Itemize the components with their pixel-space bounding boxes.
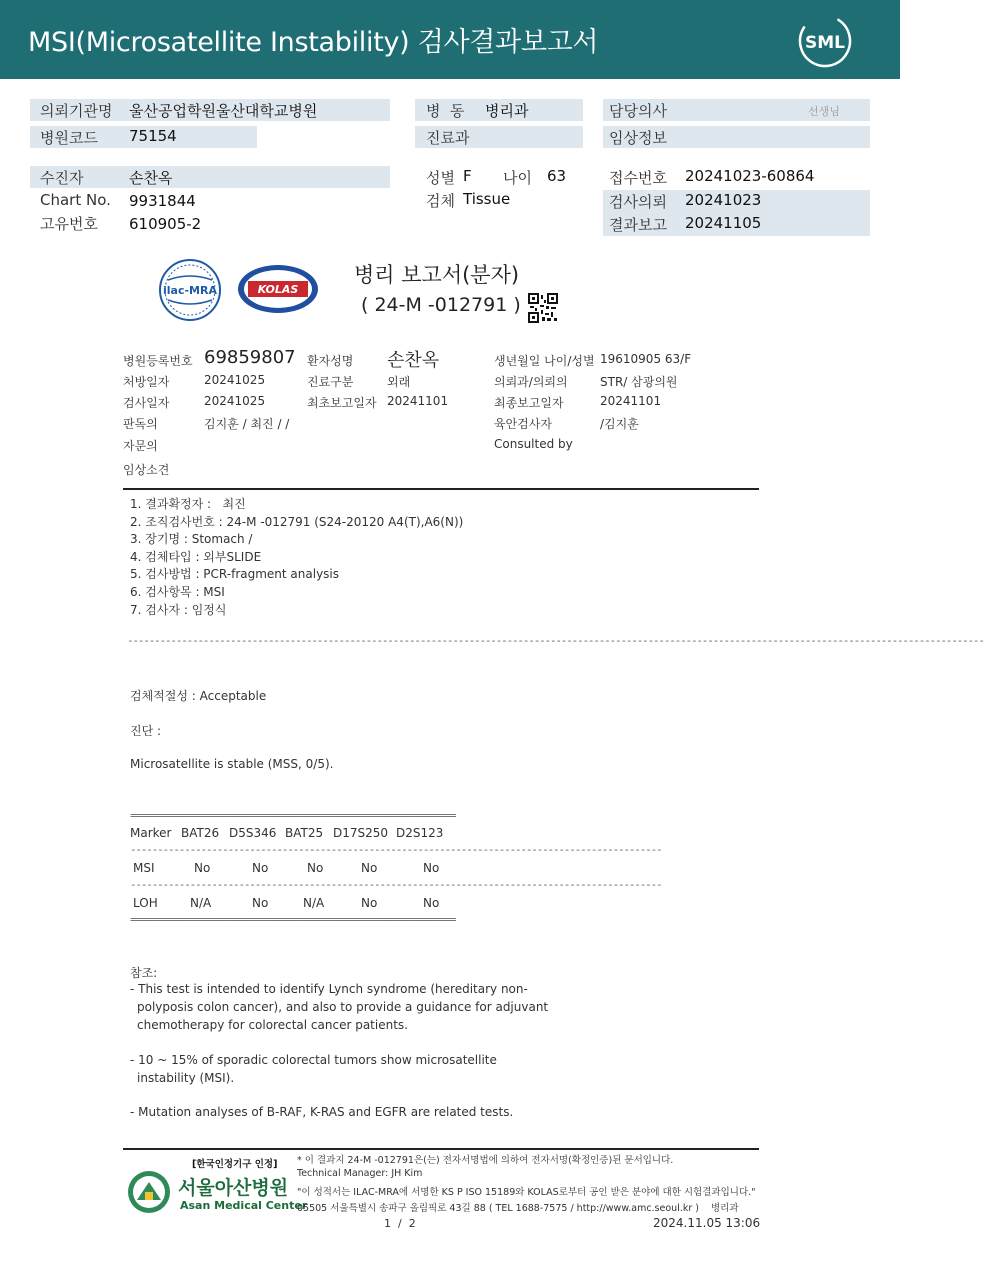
table-cell: No [423, 896, 440, 910]
receipt-value: 20241023-60864 [685, 167, 815, 185]
report-number: ( 24-M -012791 ) [361, 294, 521, 316]
note1-line1: - This test is intended to identify Lynch syndrome (hereditary non- [130, 982, 528, 996]
table-header-cell: D2S123 [396, 826, 444, 840]
table-cell: No [307, 861, 324, 875]
table-cell: N/A [303, 896, 325, 910]
age-value: 63 [547, 167, 567, 185]
receipt-label: 접수번호 [609, 169, 667, 187]
patient-label: 수진자 [40, 169, 84, 187]
note3: - Mutation analyses of B-RAF, K-RAS and EGFR are related tests. [130, 1105, 514, 1119]
detail-line: 7. 검사자 : 임정식 [130, 602, 227, 617]
ward-value: 병리과 [485, 102, 529, 120]
institution-label: 의뢰기관명 [40, 102, 113, 120]
notes-label: 참조: [130, 966, 158, 980]
table-cell: No [361, 861, 378, 875]
footer-line2: Technical Manager: JH Kim [297, 1168, 423, 1179]
hospital-code-value: 75154 [129, 127, 177, 145]
table-rule-bottom: ============================================================ [130, 913, 456, 926]
table-cell: No [423, 861, 440, 875]
divider-bottom [123, 1148, 759, 1150]
table-header-cell: Marker [130, 826, 172, 840]
table-cell: No [194, 861, 211, 875]
specimen-label: 검체 [426, 192, 455, 210]
detail-line: 4. 검체타입 : 외부SLIDE [130, 549, 262, 564]
request-value: 20241023 [685, 191, 762, 209]
footer-line1: * 이 결과지 24-M -012791은(는) 전자서명법에 의하여 전자서명(확정인증)된 문서입니다. [297, 1155, 674, 1166]
svg-text:KOLAS: KOLAS [257, 283, 299, 296]
dept-label: 진료과 [426, 129, 470, 147]
result-value: 20241105 [685, 214, 762, 232]
ilac-mra-logo [158, 258, 222, 322]
sex-label: 성별 [426, 169, 455, 187]
detail-line: 3. 장기명 : Stomach / [130, 532, 253, 547]
specimen-value: Tissue [463, 190, 511, 208]
reader-value: 김지훈 / 최진 / / [204, 417, 290, 431]
cert-label: [한국인정기구 인정] [192, 1159, 278, 1170]
exam-date-label: 검사일자 [123, 396, 170, 410]
ward-label: 병 동 [426, 102, 465, 120]
detail-line: 5. 검사방법 : PCR-fragment analysis [130, 567, 340, 582]
order-date-label: 처방일자 [123, 375, 170, 389]
table-header-cell: BAT26 [181, 826, 220, 840]
table-rule-2: -------------------------------------------------------------------------------------------------- [130, 878, 662, 891]
footer-dept: 병리과 [711, 1203, 739, 1214]
table-header-cell: D17S250 [333, 826, 389, 840]
ref-dept-value: STR/ 삼광의원 [600, 375, 678, 389]
visit-type-value: 외래 [387, 375, 411, 389]
doctor-suffix: 선생님 [808, 105, 840, 118]
sex-value: F [463, 167, 472, 185]
table-header-cell: BAT25 [285, 826, 324, 840]
institution-value: 울산공업학원울산대학교병원 [129, 102, 318, 120]
gross-value: /김지훈 [600, 417, 639, 431]
table-rule-1: -------------------------------------------------------------------------------------------------- [130, 843, 662, 856]
divider-top [123, 488, 759, 490]
footer-line3: "이 성적서는 ILAC-MRA에 서명한 KS P ISO 15189와 KOLAS로부터 공인 받은 분야에 대한 시험결과입니다." [297, 1187, 756, 1198]
svg-text:SML: SML [805, 33, 845, 53]
hospital-name-kr: 서울아산병원 [178, 1177, 289, 1199]
note2-line2: instability (MSI). [137, 1071, 235, 1085]
note1-line3: chemotherapy for colorectal cancer patients. [137, 1018, 408, 1032]
unique-value: 610905-2 [129, 215, 202, 233]
svg-text:ilac-MRA: ilac-MRA [163, 284, 217, 297]
result-label: 결과보고 [609, 216, 667, 234]
hospital-name-en: Asan Medical Center [180, 1199, 308, 1212]
table-rule-top: ============================================================ [130, 809, 456, 822]
reg-no-value: 69859807 [204, 347, 296, 368]
ref-dept-label: 의뢰과/의뢰의 [494, 375, 568, 389]
table-cell: N/A [190, 896, 212, 910]
last-report-label: 최종보고일자 [494, 396, 564, 410]
report-title: 병리 보고서(분자) [354, 263, 520, 287]
table-cell: No [361, 896, 378, 910]
note1-line2: polyposis colon cancer), and also to provide a guidance for adjuvant [137, 1000, 549, 1014]
hospital-code-label: 병원코드 [40, 129, 98, 147]
diagnosis-text: Microsatellite is stable (MSS, 0/5). [130, 757, 334, 771]
table-cell: LOH [133, 896, 158, 910]
doctor-label: 담당의사 [609, 102, 667, 120]
detail-line: 2. 조직검사번호 : 24-M -012791 (S24-20120 A4(T),A6(N)) [130, 514, 464, 529]
patient-name-value: 손찬옥 [387, 350, 440, 371]
table-cell: No [252, 861, 269, 875]
unique-label: 고유번호 [40, 215, 98, 233]
kolas-logo [236, 263, 320, 315]
request-label: 검사의뢰 [609, 193, 667, 211]
patient-value: 손찬옥 [129, 169, 173, 187]
reg-no-label: 병원등록번호 [123, 354, 193, 368]
sml-logo [796, 12, 854, 70]
timestamp: 2024.11.05 13:06 [653, 1216, 761, 1230]
page-number: 1 / 2 [384, 1217, 416, 1230]
detail-line: 6. 검사항목 : MSI [130, 585, 225, 599]
page-title: MSI(Microsatellite Instability) 검사결과보고서 [28, 27, 599, 58]
detail-line: 1. 결과확정자 : 최진 [130, 497, 246, 511]
band-patient [30, 166, 390, 188]
last-report-value: 20241101 [600, 394, 662, 408]
first-report-label: 최초보고일자 [307, 396, 377, 410]
adequacy-text: 검체적절성 : Acceptable [130, 689, 267, 703]
table-cell: MSI [133, 861, 155, 875]
dashed-divider: -------------------------------------------------------------------------------------------------------------------------------------------------------------- [127, 634, 984, 647]
patient-name-label: 환자성명 [307, 354, 354, 368]
table-header-cell: D5S346 [229, 826, 277, 840]
table-cell: No [252, 896, 269, 910]
chart-label: Chart No. [40, 191, 111, 209]
dob-value: 19610905 63/F [600, 352, 692, 366]
footer-line4: 05505 서울특별시 송파구 올림픽로 43길 88 ( TEL 1688-7575 / http://www.amc.seoul.kr ) [297, 1203, 699, 1214]
asan-emblem-icon [127, 1170, 171, 1214]
age-label: 나이 [503, 169, 532, 187]
diagnosis-label: 진단 : [130, 724, 162, 738]
first-report-value: 20241101 [387, 394, 449, 408]
dob-label: 생년월일 나이/성별 [494, 354, 595, 368]
consulted-by-label: Consulted by [494, 437, 573, 451]
reader-label: 판독의 [123, 417, 158, 431]
order-date-value: 20241025 [204, 373, 266, 387]
note2-line1: - 10 ~ 15% of sporadic colorectal tumors show microsatellite [130, 1053, 497, 1067]
visit-type-label: 진료구분 [307, 375, 354, 389]
qr-code-icon [528, 293, 558, 323]
exam-date-value: 20241025 [204, 394, 266, 408]
gross-label: 육안검사자 [494, 417, 552, 431]
chart-value: 9931844 [129, 192, 196, 210]
clinical-findings-label: 임상소견 [123, 463, 170, 477]
consult-label: 자문의 [123, 439, 158, 453]
clinical-info-label: 임상정보 [609, 129, 667, 147]
